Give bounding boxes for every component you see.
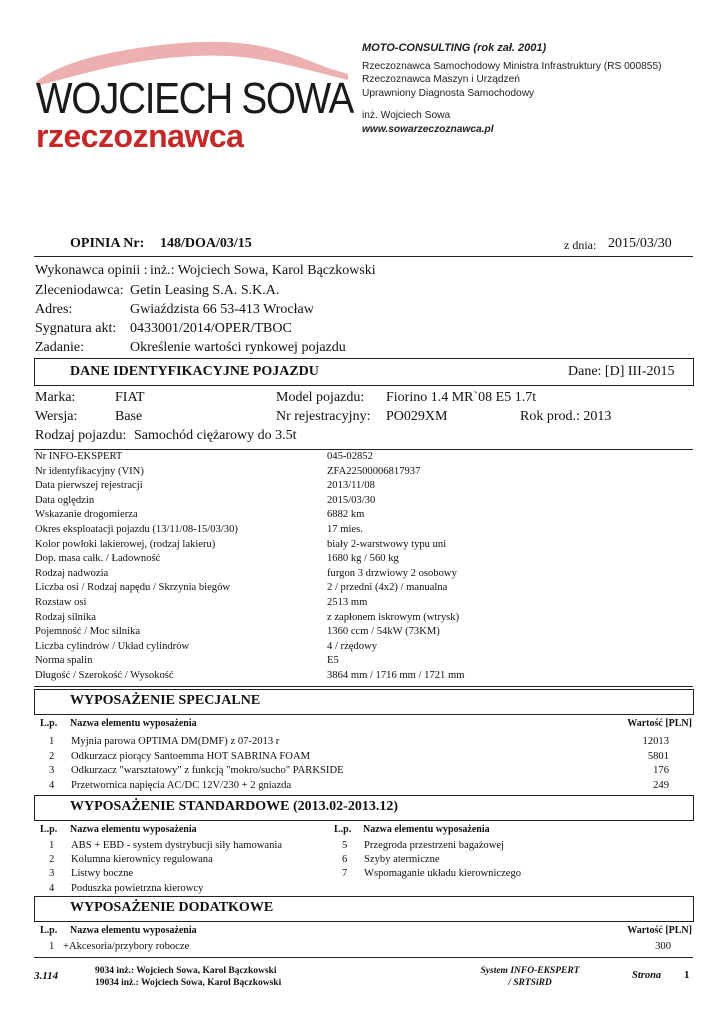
model: Fiorino 1.4 MR`08 E5 1.7t bbox=[386, 390, 537, 405]
ref-label: Sygnatura akt: bbox=[35, 321, 117, 336]
ident-heading: DANE IDENTYFIKACYJNE POJAZDU bbox=[70, 364, 319, 379]
special-row bbox=[0, 764, 725, 779]
footer-author-1: 9034 inż.: Wojciech Sowa, Karol Bączkowski bbox=[95, 966, 277, 976]
detail-label: Kolor powłoki lakierowej, (rodzaj lakieru) bbox=[35, 538, 216, 550]
detail-label: Rodzaj silnika bbox=[35, 611, 96, 623]
contractor: inż.: Wojciech Sowa, Karol Bączkowski bbox=[150, 263, 376, 278]
address: Gwiaździsta 66 53-413 Wrocław bbox=[130, 302, 314, 317]
standard-lp: 5 bbox=[342, 840, 348, 851]
special-lp: 4 bbox=[49, 779, 55, 791]
detail-row bbox=[35, 494, 695, 509]
version-label: Wersja: bbox=[35, 409, 78, 424]
special-value: 176 bbox=[653, 765, 669, 776]
detail-value: 2015/03/30 bbox=[327, 494, 376, 506]
detail-label: Liczba osi / Rodzaj napędu / Skrzynia biegów bbox=[35, 582, 231, 594]
standard-col-name: Nazwa elementu wyposażenia bbox=[70, 824, 197, 835]
detail-value: 2013/11/08 bbox=[327, 480, 375, 492]
detail-value: 2 / przedni (4x2) / manualna bbox=[327, 582, 448, 594]
special-lp: 1 bbox=[49, 736, 55, 747]
special-name: Myjnia parowa OPTIMA DM(DMF) z 07-2013 r bbox=[71, 736, 280, 747]
ident-date: Dane: [D] III-2015 bbox=[568, 364, 675, 379]
special-col-lp: L.p. bbox=[40, 718, 58, 729]
company-website: www.sowarzeczoznawca.pl bbox=[362, 123, 494, 135]
opinion-date-label: z dnia: bbox=[564, 238, 597, 252]
detail-value: 4 / rzędowy bbox=[327, 640, 378, 652]
detail-label: Nr INFO-EKSPERT bbox=[35, 451, 123, 462]
standard-name: Listwy boczne bbox=[71, 868, 134, 880]
detail-label: Wskazanie drogomierza bbox=[35, 509, 138, 521]
detail-row bbox=[35, 552, 695, 567]
special-value: 249 bbox=[653, 779, 669, 791]
production-year: Rok prod.: 2013 bbox=[520, 409, 612, 424]
standard-name: Szyby atermiczne bbox=[364, 854, 440, 866]
detail-value: 6882 km bbox=[327, 509, 365, 521]
detail-row bbox=[35, 567, 695, 582]
special-col-name: Nazwa elementu wyposażenia bbox=[70, 718, 197, 729]
standard-name: Poduszka powietrzna kierowcy bbox=[71, 882, 204, 894]
detail-label: Długość / Szerokość / Wysokość bbox=[35, 670, 174, 681]
company-line-3: Uprawniony Diagnosta Samochodowy bbox=[362, 87, 535, 99]
special-col-value: Wartość [PLN] bbox=[627, 718, 692, 729]
special-row bbox=[0, 779, 725, 794]
detail-label: Data pierwszej rejestracji bbox=[35, 480, 143, 492]
opinion-number-label: OPINIA Nr: bbox=[70, 236, 145, 251]
standard-lp: 7 bbox=[342, 868, 348, 880]
version: Base bbox=[115, 409, 143, 424]
special-table bbox=[0, 735, 725, 795]
detail-row bbox=[35, 669, 695, 684]
detail-value: ZFA22500006817937 bbox=[327, 465, 421, 477]
standard-lp: 2 bbox=[49, 854, 55, 866]
company-line-1: Rzeczoznawca Samochodowy Ministra Infrastruktury (RS 000855) bbox=[362, 60, 662, 72]
standard-lp: 6 bbox=[342, 854, 348, 866]
standard-name: Wspomaganie układu kierowniczego bbox=[364, 868, 522, 880]
additional-value: 300 bbox=[655, 941, 671, 952]
model-label: Model pojazdu: bbox=[276, 390, 365, 405]
detail-row bbox=[35, 611, 695, 626]
opinion-date: 2015/03/30 bbox=[608, 236, 672, 251]
additional-table bbox=[0, 940, 725, 956]
detail-value: 1680 kg / 560 kg bbox=[327, 553, 399, 565]
make-label: Marka: bbox=[35, 390, 76, 405]
opinion-number: 148/DOA/03/15 bbox=[160, 236, 252, 251]
detail-label: Dop. masa całk. / Ładowność bbox=[35, 553, 161, 565]
task-label: Zadanie: bbox=[35, 340, 84, 355]
divider bbox=[34, 256, 693, 257]
special-value: 12013 bbox=[642, 736, 669, 747]
detail-value: 1360 ccm / 54kW (73KM) bbox=[327, 626, 440, 638]
standard-lp: 3 bbox=[49, 868, 55, 880]
address-label: Adres: bbox=[35, 302, 73, 317]
detail-row bbox=[35, 538, 695, 553]
standard-name: Kolumna kierownicy regulowana bbox=[71, 854, 213, 866]
detail-value: furgon 3 drzwiowy 2 osobowy bbox=[327, 567, 457, 579]
standard-lp: 4 bbox=[49, 882, 55, 894]
detail-value: 045-02852 bbox=[327, 451, 373, 462]
detail-value: z zapłonem iskrowym (wtrysk) bbox=[327, 611, 460, 623]
detail-label: Pojemność / Moc silnika bbox=[35, 626, 141, 638]
logo-tagline: rzeczoznawca bbox=[36, 118, 244, 154]
detail-row bbox=[35, 654, 695, 669]
detail-value: 17 mies. bbox=[327, 524, 363, 535]
contractor-label: Wykonawca opinii : bbox=[35, 263, 148, 278]
special-value: 5801 bbox=[647, 750, 669, 762]
standard-name: ABS + EBD - system dystrybucji siły hamowania bbox=[71, 840, 283, 851]
standard-name: Przegroda przestrzeni bagażowej bbox=[364, 840, 504, 851]
client-name: Getin Leasing S.A. S.K.A. bbox=[130, 283, 280, 298]
standard-col-lp: L.p. bbox=[40, 824, 58, 835]
standard-col-lp-2: L.p. bbox=[334, 824, 352, 835]
standard-lp: 1 bbox=[49, 840, 55, 851]
detail-value: E5 bbox=[327, 655, 339, 667]
special-row bbox=[0, 735, 725, 750]
special-row bbox=[0, 750, 725, 765]
detail-label: Okres eksploatacji pojazdu (13/11/08-15/03/30) bbox=[35, 524, 238, 535]
additional-name: +Akcesoria/przybory robocze bbox=[63, 941, 190, 952]
detail-row bbox=[35, 625, 695, 640]
detail-value: 2513 mm bbox=[327, 597, 368, 608]
client-label: Zleceniodawca: bbox=[35, 283, 124, 298]
footer-page-label: Strona bbox=[632, 970, 662, 981]
detail-label: Nr identyfikacyjny (VIN) bbox=[35, 465, 144, 477]
additional-col-lp: L.p. bbox=[40, 925, 58, 936]
divider bbox=[34, 957, 693, 958]
vehicle-type: Samochód ciężarowy do 3.5t bbox=[134, 428, 297, 443]
task: Określenie wartości rynkowej pojazdu bbox=[130, 340, 346, 355]
company-name: MOTO-CONSULTING (rok zał. 2001) bbox=[362, 42, 547, 54]
detail-label: Data oględzin bbox=[35, 494, 95, 506]
reg-label: Nr rejestracyjny: bbox=[276, 409, 371, 424]
additional-col-value: Wartość [PLN] bbox=[627, 925, 692, 936]
detail-value: biały 2-warstwowy typu uni bbox=[327, 538, 447, 550]
logo bbox=[28, 34, 353, 164]
detail-row bbox=[35, 508, 695, 523]
divider bbox=[34, 686, 693, 687]
detail-value: 3864 mm / 1716 mm / 1721 mm bbox=[327, 670, 465, 681]
standard-heading: WYPOSAŻENIE STANDARDOWE (2013.02-2013.12) bbox=[70, 799, 398, 814]
detail-label: Rozstaw osi bbox=[35, 597, 87, 608]
additional-col-name: Nazwa elementu wyposażenia bbox=[70, 925, 197, 936]
detail-label: Rodzaj nadwozia bbox=[35, 567, 109, 579]
logo-name: WOJCIECH SOWA bbox=[36, 74, 353, 123]
additional-lp: 1 bbox=[49, 941, 55, 952]
detail-row bbox=[35, 450, 695, 465]
company-line-2: Rzeczoznawca Maszyn i Urządzeń bbox=[362, 74, 520, 85]
detail-label: Norma spalin bbox=[35, 655, 93, 667]
detail-row bbox=[35, 465, 695, 480]
additional-heading: WYPOSAŻENIE DODATKOWE bbox=[70, 900, 274, 915]
footer-system-1: System INFO-EKSPERT bbox=[480, 966, 580, 976]
special-name: Odkurzacz piorący Santoemma HOT SABRINA FOAM bbox=[71, 750, 311, 762]
detail-row bbox=[35, 479, 695, 494]
standard-col-name-2: Nazwa elementu wyposażenia bbox=[363, 824, 490, 835]
company-info bbox=[362, 42, 702, 136]
detail-row bbox=[35, 581, 695, 596]
reg: PO029XM bbox=[386, 409, 448, 424]
special-lp: 3 bbox=[49, 765, 55, 776]
vehicle-type-label: Rodzaj pojazdu: bbox=[35, 428, 127, 443]
detail-label: Liczba cylindrów / Układ cylindrów bbox=[35, 640, 190, 652]
special-lp: 2 bbox=[49, 750, 55, 762]
special-name: Przetwornica napięcia AC/DC 12V/230 + 2 gniazda bbox=[71, 779, 292, 791]
footer-author-2: 19034 inż.: Wojciech Sowa, Karol Bączkowski bbox=[95, 978, 282, 988]
footer-code: 3.114 bbox=[34, 970, 59, 982]
detail-row bbox=[35, 640, 695, 655]
standard-table bbox=[0, 839, 725, 899]
detail-row bbox=[35, 596, 695, 611]
detail-row bbox=[35, 523, 695, 538]
footer-system-2: / SRTSiRD bbox=[508, 978, 552, 988]
special-heading: WYPOSAŻENIE SPECJALNE bbox=[70, 693, 261, 708]
ref: 0433001/2014/OPER/TBOC bbox=[130, 321, 292, 336]
details-table bbox=[35, 450, 695, 686]
footer-page-number: 1 bbox=[684, 969, 690, 981]
special-name: Odkurzacz "warsztatowy" z funkcją "mokro/sucho" PARKSIDE bbox=[71, 765, 344, 776]
make: FIAT bbox=[115, 390, 145, 405]
company-person: inż. Wojciech Sowa bbox=[362, 110, 451, 121]
